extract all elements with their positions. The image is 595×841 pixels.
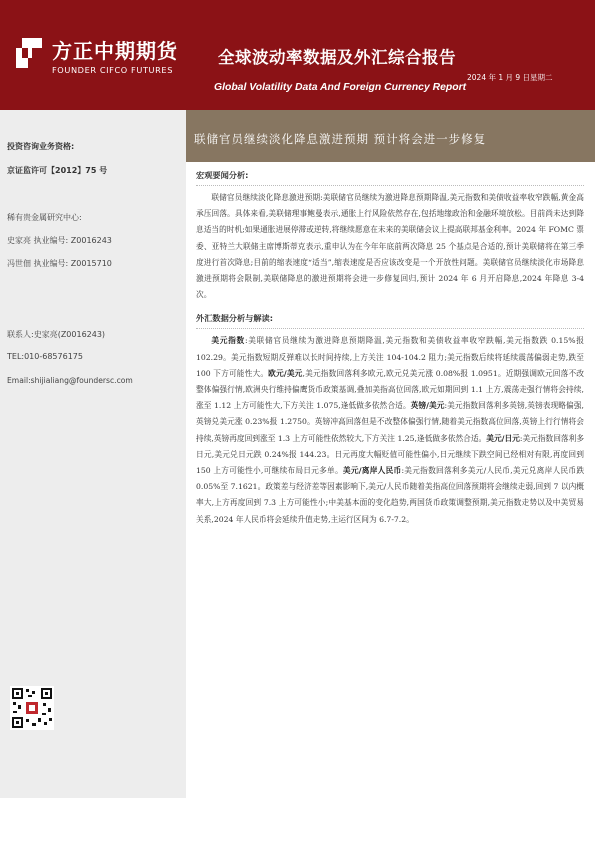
license-number: 京证监许可【2012】75 号 <box>7 166 108 175</box>
fx-section-title: 外汇数据分析与解读: <box>196 313 584 329</box>
analyst-2: 冯世佃 执业编号: Z0015710 <box>7 259 112 268</box>
report-header <box>0 0 595 110</box>
report-body <box>196 170 584 528</box>
brand-name-en: FOUNDER CIFCO FUTURES <box>52 65 174 75</box>
contact-email[interactable]: Email:shijialiang@foundersc.com <box>7 376 133 385</box>
eur-text: ,美元指数回落利多欧元,欧元兑美元涨 0.08%报 1.0951。近期强调欧元回落不改整体偏强行情,欧洲央行维持偏鹰货币政策基调,叠加美指高位回落,欧元如期回到 1.1 上方,震荡走强行情将会持续,涨至 1.12 上方可能性大,下方关注 1.075,逢低做多依然合适。 <box>196 368 584 411</box>
report-date: 2024 年 1 月 9 日星期二 <box>467 73 553 82</box>
jpy-text: :美元指数回落利多日元,美元兑日元跌 0.24%报 144.23。日元再度大幅贬值可能性偏小,日元继续下跌空间已经相对有限,再度回到 150 上方可能性小,可继续布局日元多单。 <box>196 433 585 476</box>
cny-label: 美元/离岸人民币 <box>342 466 402 476</box>
dxy-text: :美联储官员继续为激进降息预期降温,美元指数和美债收益率收窄跌幅,美元指数跌 0.15%报 102.29。美元指数短期反弹难以长时间持续,上方关注 104-104.2 阻力;美元指数后续将延续震荡偏弱走势,跌至 100 下方可能性大。 <box>196 336 584 378</box>
contact-person: 联系人:史家亮(Z0016243) <box>7 330 106 339</box>
contact-tel: TEL:010-68576175 <box>7 352 83 361</box>
analyst-1: 史家亮 执业编号: Z0016243 <box>7 236 112 245</box>
fx-paragraph <box>196 333 584 527</box>
qr-code-icon <box>10 686 54 730</box>
research-team: 稀有贵金属研究中心: <box>7 213 82 222</box>
headline: 联储官员继续淡化降息激进预期 预计将会进一步修复 <box>194 132 487 146</box>
report-title-en: Global Volatility Data And Foreign Currency Report <box>214 82 467 93</box>
macro-paragraph: 联储官员继续淡化降息激进预期:美联储官员继续为激进降息预期降温,美元指数和美债收益率收窄跌幅,黄金高承压回落。具体来看,美联储理事鲍曼表示,通胀上行风险依然存在,包括地缘政治和金融环境放松。目前尚未达到降息适当的时机;如果通胀进展停滞或逆转,将继续愿意在未来的美联储会议上提高联邦基金利率。2024 年 FOMC 票委、亚特兰大联储主席博斯蒂克表示,重申认为在今年年底前两次降息 25 个基点是合适的,预计美联储将在第三季度进行首次降息;目前的缩表速度“适当”,缩表速度是否应该改变是一个开放性问题。美联储官员继续淡化市场降息激进预期将会限制,美联储降息的激进预期将会进一步修复回归,预计 2024 年 6 月开启降息,2024 年降息 3-4 次。 <box>196 193 584 300</box>
gbp-label: 英镑/美元 <box>410 401 445 411</box>
qualification-label: 投资咨询业务资格: <box>7 142 75 151</box>
cny-text: :美元指数回落利多美元/人民币,美元兑离岸人民币跌 0.05%至 7.1621。政策差与经济差等因素影响下,美元/人民币随着美指高位回落预期将会继续走弱,回到 7 以内概率大,上方再度回到 7.3 上方可能性小;中美基本面的变化趋势,两国货币政策调整预期,美元指数走势以及中美贸易关系,2024 年人民币将会延续升值走势,主运行区间为 6.7-7.2。 <box>196 466 585 524</box>
report-title: 全球波动率数据及外汇综合报告 <box>218 48 456 67</box>
dxy-label: 美元指数 <box>211 336 245 346</box>
founder-logo-icon <box>14 36 44 70</box>
headline-banner <box>186 110 595 162</box>
eur-label: 欧元/美元 <box>268 368 303 378</box>
macro-section-title: 宏观要闻分析: <box>196 170 584 186</box>
gbp-text: :美元指数回落利多英镑,英镑表现略偏强,英镑兑美元涨 0.23%报 1.2750。英镑冲高回落但是不改整体偏强行情,随着美元指数高位回落,英镑上行行情将会持续,英镑再度回到涨至 1.3 上方可能性依然较大,下方关注 1.25,逢低做多依然合适。 <box>196 401 584 443</box>
brand-name: 方正中期期货 <box>52 39 178 63</box>
jpy-label: 美元/日元 <box>486 433 520 443</box>
